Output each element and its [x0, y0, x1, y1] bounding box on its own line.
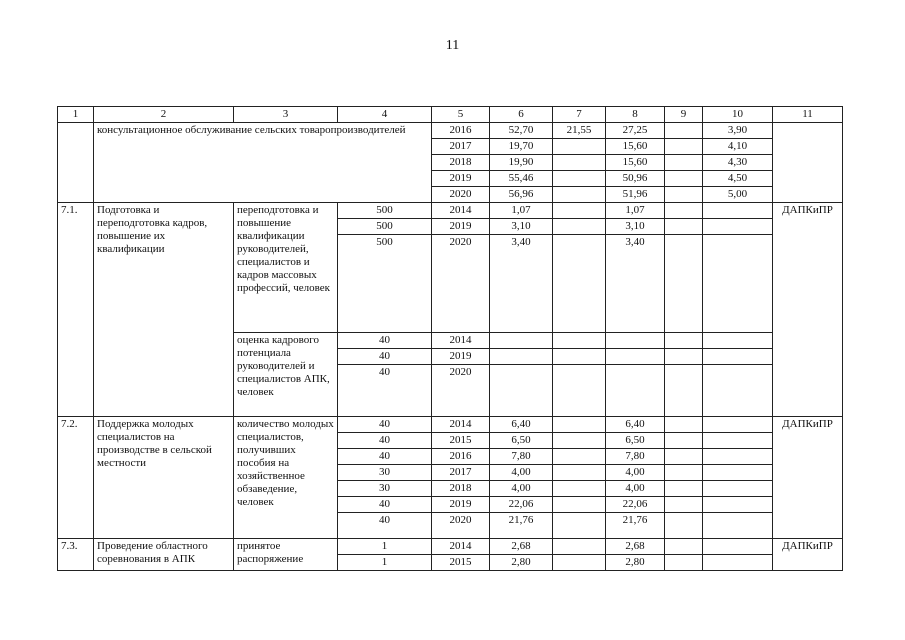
other-cell: 4,50 — [703, 171, 773, 187]
year-cell: 2018 — [432, 481, 490, 497]
col-header-7: 7 — [553, 107, 606, 123]
local-cell — [665, 433, 703, 449]
cont-num-cell — [58, 123, 94, 203]
regional-cell: 1,07 — [606, 203, 665, 219]
year-cell: 2019 — [432, 497, 490, 513]
header-row — [58, 107, 843, 123]
total-cell: 21,76 — [490, 513, 553, 539]
year-cell: 2014 — [432, 417, 490, 433]
federal-cell — [553, 513, 606, 539]
year-cell: 2015 — [432, 433, 490, 449]
cont-exec-cell — [773, 123, 843, 203]
local-cell — [665, 497, 703, 513]
regional-cell: 51,96 — [606, 187, 665, 203]
federal-cell — [553, 497, 606, 513]
section-name: Проведение областного соревнования в АПК — [94, 539, 234, 571]
local-cell — [665, 555, 703, 571]
regional-cell: 4,00 — [606, 481, 665, 497]
total-cell: 4,00 — [490, 465, 553, 481]
federal-cell — [553, 417, 606, 433]
other-cell — [703, 235, 773, 333]
federal-cell — [553, 139, 606, 155]
other-cell — [703, 555, 773, 571]
other-cell — [703, 219, 773, 235]
regional-cell: 22,06 — [606, 497, 665, 513]
target-value-cell: 500 — [338, 203, 432, 219]
indicator-name: переподготовка и повышение квалификации руководителей, специалистов и кадров массовых профессий, человек — [234, 203, 338, 333]
local-cell — [665, 539, 703, 555]
other-cell — [703, 433, 773, 449]
local-cell — [665, 155, 703, 171]
regional-cell — [606, 365, 665, 417]
regional-cell: 3,40 — [606, 235, 665, 333]
target-value-cell: 40 — [338, 349, 432, 365]
col-header-3: 3 — [234, 107, 338, 123]
target-value-cell: 40 — [338, 333, 432, 349]
local-cell — [665, 417, 703, 433]
col-header-11: 11 — [773, 107, 843, 123]
total-cell: 22,06 — [490, 497, 553, 513]
regional-cell: 2,80 — [606, 555, 665, 571]
federal-cell — [553, 235, 606, 333]
local-cell — [665, 333, 703, 349]
year-cell: 2014 — [432, 333, 490, 349]
other-cell — [703, 481, 773, 497]
target-value-cell: 40 — [338, 449, 432, 465]
table-row — [58, 203, 843, 219]
col-header-4: 4 — [338, 107, 432, 123]
section-name: Подготовка и переподготовка кадров, повышение их квалификации — [94, 203, 234, 417]
other-cell: 4,30 — [703, 155, 773, 171]
section-number: 7.1. — [58, 203, 94, 417]
regional-cell: 21,76 — [606, 513, 665, 539]
year-cell: 2015 — [432, 555, 490, 571]
year-cell: 2020 — [432, 187, 490, 203]
other-cell — [703, 417, 773, 433]
total-cell: 52,70 — [490, 123, 553, 139]
year-cell: 2017 — [432, 465, 490, 481]
col-header-10: 10 — [703, 107, 773, 123]
year-cell: 2019 — [432, 219, 490, 235]
local-cell — [665, 449, 703, 465]
total-cell — [490, 365, 553, 417]
total-cell: 56,96 — [490, 187, 553, 203]
target-value-cell: 1 — [338, 539, 432, 555]
target-value-cell: 40 — [338, 365, 432, 417]
total-cell: 55,46 — [490, 171, 553, 187]
local-cell — [665, 139, 703, 155]
year-cell: 2019 — [432, 349, 490, 365]
target-value-cell: 500 — [338, 219, 432, 235]
target-value-cell: 40 — [338, 417, 432, 433]
total-cell: 2,80 — [490, 555, 553, 571]
total-cell: 3,10 — [490, 219, 553, 235]
local-cell — [665, 123, 703, 139]
regional-cell: 15,60 — [606, 139, 665, 155]
total-cell: 19,70 — [490, 139, 553, 155]
executor-cell: ДАПКиПР — [773, 417, 843, 539]
executor-cell: ДАПКиПР — [773, 203, 843, 417]
total-cell: 6,50 — [490, 433, 553, 449]
other-cell — [703, 465, 773, 481]
year-cell: 2019 — [432, 171, 490, 187]
regional-cell: 4,00 — [606, 465, 665, 481]
federal-cell — [553, 155, 606, 171]
local-cell — [665, 365, 703, 417]
target-value-cell: 30 — [338, 481, 432, 497]
indicator-name: оценка кадрового потенциала руководителей и специалистов АПК, человек — [234, 333, 338, 417]
regional-cell: 6,50 — [606, 433, 665, 449]
other-cell — [703, 349, 773, 365]
federal-cell — [553, 365, 606, 417]
total-cell — [490, 349, 553, 365]
local-cell — [665, 203, 703, 219]
regional-cell: 3,10 — [606, 219, 665, 235]
other-cell — [703, 497, 773, 513]
executor-cell: ДАПКиПР — [773, 539, 843, 571]
total-cell: 4,00 — [490, 481, 553, 497]
other-cell — [703, 333, 773, 349]
target-value-cell: 40 — [338, 497, 432, 513]
col-header-2: 2 — [94, 107, 234, 123]
local-cell — [665, 481, 703, 497]
federal-cell — [553, 449, 606, 465]
total-cell: 6,40 — [490, 417, 553, 433]
other-cell: 4,10 — [703, 139, 773, 155]
col-header-5: 5 — [432, 107, 490, 123]
section-number: 7.3. — [58, 539, 94, 571]
other-cell — [703, 365, 773, 417]
year-cell: 2020 — [432, 235, 490, 333]
local-cell — [665, 513, 703, 539]
total-cell: 7,80 — [490, 449, 553, 465]
indicator-name: принятое распоряжение — [234, 539, 338, 571]
local-cell — [665, 171, 703, 187]
federal-cell: 21,55 — [553, 123, 606, 139]
other-cell — [703, 513, 773, 539]
regional-cell: 27,25 — [606, 123, 665, 139]
federal-cell — [553, 539, 606, 555]
year-cell: 2020 — [432, 365, 490, 417]
section-number: 7.2. — [58, 417, 94, 539]
table-row — [58, 539, 843, 555]
local-cell — [665, 187, 703, 203]
year-cell: 2016 — [432, 449, 490, 465]
total-cell — [490, 333, 553, 349]
total-cell: 2,68 — [490, 539, 553, 555]
regional-cell — [606, 333, 665, 349]
year-cell: 2018 — [432, 155, 490, 171]
local-cell — [665, 219, 703, 235]
col-header-9: 9 — [665, 107, 703, 123]
other-cell: 3,90 — [703, 123, 773, 139]
table-row — [58, 123, 843, 139]
regional-cell: 2,68 — [606, 539, 665, 555]
section-name: Поддержка молодых специалистов на производстве в сельской местности — [94, 417, 234, 539]
local-cell — [665, 465, 703, 481]
year-cell: 2014 — [432, 539, 490, 555]
federal-cell — [553, 349, 606, 365]
program-table — [57, 106, 843, 571]
target-value-cell: 40 — [338, 513, 432, 539]
col-header-1: 1 — [58, 107, 94, 123]
col-header-6: 6 — [490, 107, 553, 123]
regional-cell — [606, 349, 665, 365]
other-cell: 5,00 — [703, 187, 773, 203]
page-number: 11 — [445, 38, 460, 53]
year-cell: 2016 — [432, 123, 490, 139]
col-header-8: 8 — [606, 107, 665, 123]
other-cell — [703, 203, 773, 219]
federal-cell — [553, 481, 606, 497]
federal-cell — [553, 555, 606, 571]
regional-cell: 6,40 — [606, 417, 665, 433]
target-value-cell: 1 — [338, 555, 432, 571]
regional-cell: 50,96 — [606, 171, 665, 187]
regional-cell: 7,80 — [606, 449, 665, 465]
total-cell: 19,90 — [490, 155, 553, 171]
total-cell: 1,07 — [490, 203, 553, 219]
federal-cell — [553, 171, 606, 187]
local-cell — [665, 235, 703, 333]
total-cell: 3,40 — [490, 235, 553, 333]
federal-cell — [553, 187, 606, 203]
federal-cell — [553, 219, 606, 235]
other-cell — [703, 539, 773, 555]
federal-cell — [553, 333, 606, 349]
target-value-cell: 40 — [338, 433, 432, 449]
target-value-cell: 500 — [338, 235, 432, 333]
federal-cell — [553, 203, 606, 219]
indicator-name: количество молодых специалистов, получивших пособия на хозяйственное обзаведение, человек — [234, 417, 338, 539]
year-cell: 2020 — [432, 513, 490, 539]
federal-cell — [553, 433, 606, 449]
federal-cell — [553, 465, 606, 481]
year-cell: 2017 — [432, 139, 490, 155]
other-cell — [703, 449, 773, 465]
cont-title: консультационное обслуживание сельских товаропроизводителей — [94, 123, 432, 203]
year-cell: 2014 — [432, 203, 490, 219]
regional-cell: 15,60 — [606, 155, 665, 171]
local-cell — [665, 349, 703, 365]
target-value-cell: 30 — [338, 465, 432, 481]
table-row — [58, 417, 843, 433]
